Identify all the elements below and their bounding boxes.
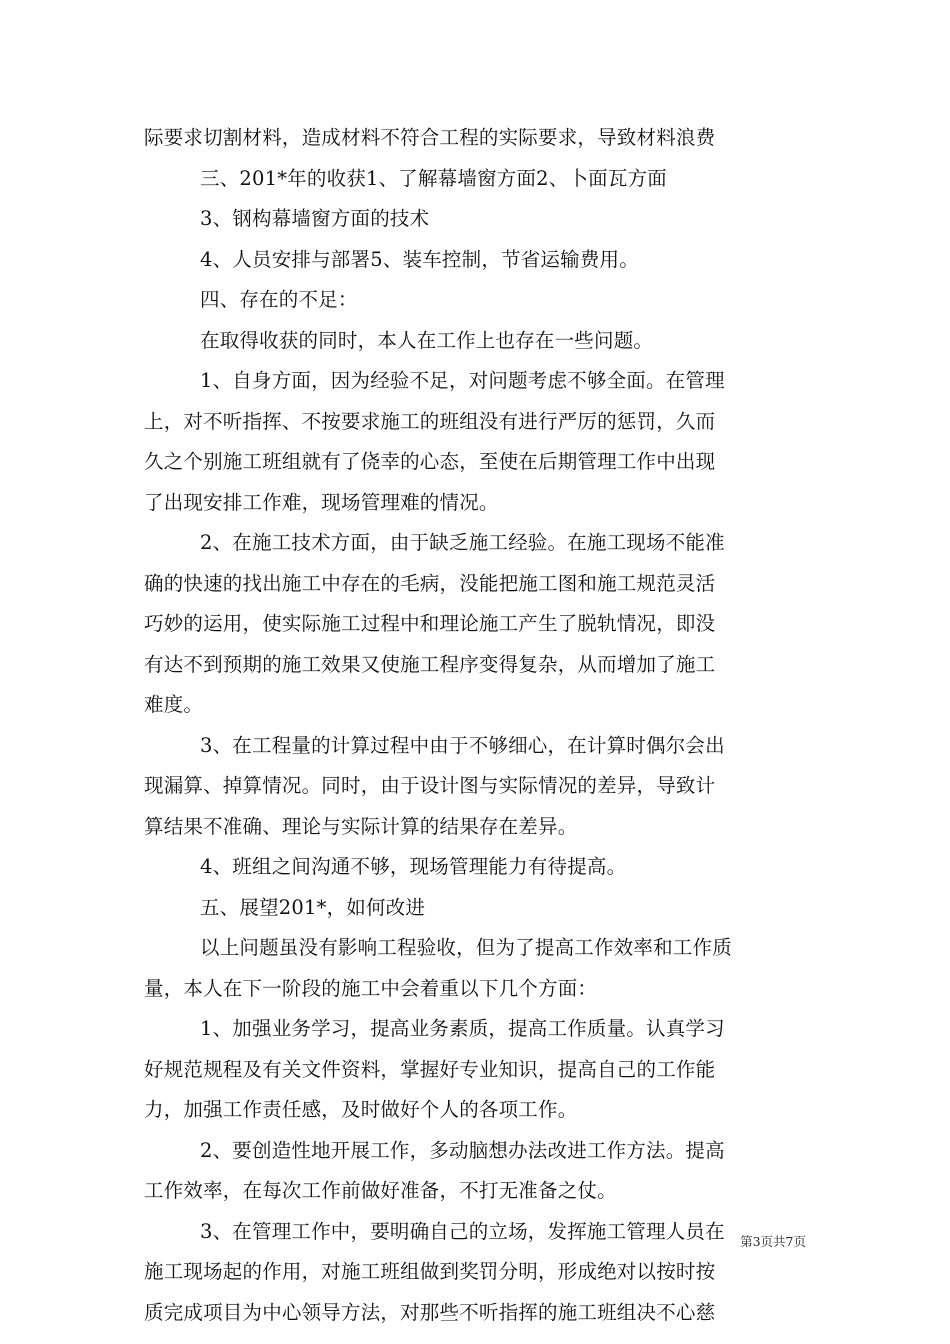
text-line: 4、班组之间沟通不够，现场管理能力有待提高。 <box>200 855 627 878</box>
text-line: 1、自身方面，因为经验不足，对问题考虑不够全面。在管理 <box>200 369 725 392</box>
text-line: 1、加强业务学习，提高业务素质，提高工作质量。认真学习 <box>200 1017 725 1040</box>
text-line: 现漏算、掉算情况。同时，由于设计图与实际情况的差异，导致计 <box>144 774 716 797</box>
text-line: 量，本人在下一阶段的施工中会着重以下几个方面： <box>144 976 598 1000</box>
text-line: 难度。 <box>144 693 204 716</box>
text-line: 施工现场起的作用，对施工班组做到奖罚分明，形成绝对以按时按 <box>144 1260 716 1283</box>
text-line: 巧妙的运用，使实际施工过程中和理论施工产生了脱轨情况，即没 <box>144 612 716 635</box>
text-line: 上，对不听指挥、不按要求施工的班组没有进行严厉的惩罚，久而 <box>144 409 716 433</box>
text-line: 工作效率，在每次工作前做好准备，不打无准备之仗。 <box>144 1179 617 1202</box>
text-line: 好规范规程及有关文件资料，掌握好专业知识，提高自己的工作能 <box>144 1057 716 1081</box>
text-line: 际要求切割材料，造成材料不符合工程的实际要求，导致材料浪费 <box>144 126 716 149</box>
text-line: 质完成项目为中心领导方法，对那些不听指挥的施工班组决不心慈 <box>144 1300 716 1324</box>
page-number-footer: 第3页共7页 <box>740 1234 806 1249</box>
text-line: 三、201*年的收获1、了解幕墙窗方面2、卜面瓦方面 <box>200 166 667 190</box>
document-body <box>144 118 806 1333</box>
text-line: 有达不到预期的施工效果又使施工程序变得复杂，从而增加了施工 <box>144 652 716 676</box>
text-line: 3、钢构幕墙窗方面的技术 <box>200 207 430 230</box>
text-line: 四、存在的不足： <box>200 288 358 311</box>
text-line: 2、要创造性地开展工作，多动脑想办法改进工作方法。提高 <box>200 1138 725 1162</box>
text-line: 在取得收获的同时，本人在工作上也存在一些问题。 <box>200 328 654 352</box>
text-line: 算结果不准确、理论与实际计算的结果存在差异。 <box>144 814 578 838</box>
text-line: 确的快速的找出施工中存在的毛病，没能把施工图和施工规范灵活 <box>144 571 716 595</box>
text-line: 2、在施工技术方面，由于缺乏施工经验。在施工现场不能准 <box>200 531 725 554</box>
text-line: 五、展望201*，如何改进 <box>200 895 426 919</box>
text-line: 3、在工程量的计算过程中由于不够细心，在计算时偶尔会出 <box>200 733 725 757</box>
text-line: 力，加强工作责任感，及时做好个人的各项工作。 <box>144 1098 578 1121</box>
text-line: 了出现安排工作难，现场管理难的情况。 <box>144 490 499 514</box>
text-line: 4、人员安排与部署5、装车控制，节省运输费用。 <box>200 247 639 271</box>
text-line: 以上问题虽没有影响工程验收，但为了提高工作效率和工作质 <box>200 936 732 959</box>
text-line: 久之个别施工班组就有了侥幸的心态，至使在后期管理工作中出现 <box>144 450 716 473</box>
text-line: 3、在管理工作中，要明确自己的立场，发挥施工管理人员在 <box>200 1219 725 1243</box>
